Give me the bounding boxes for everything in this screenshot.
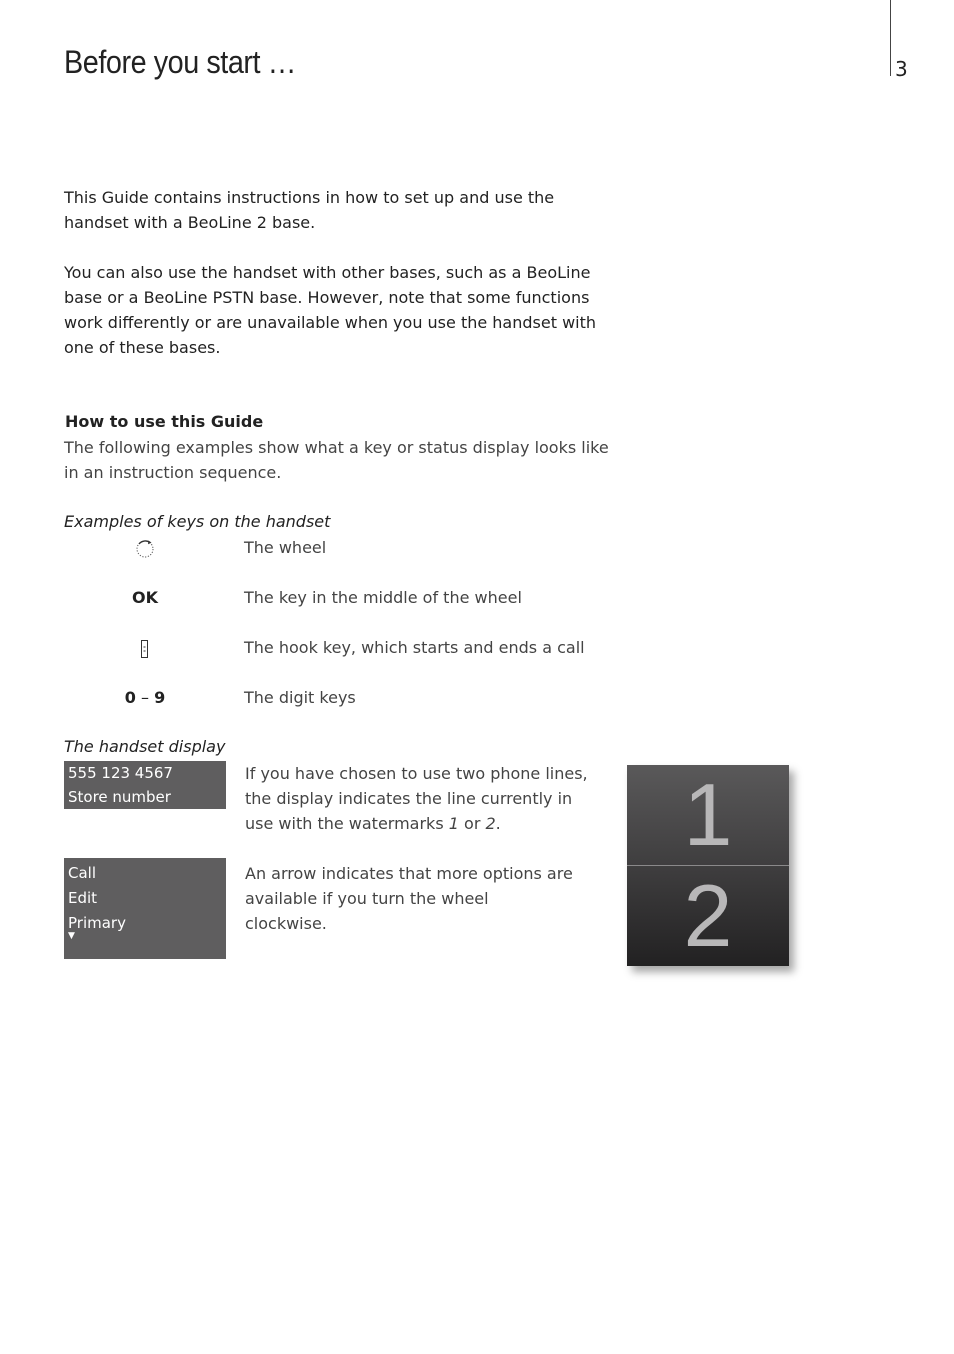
ok-key-label: OK [132, 588, 158, 607]
keys-heading: Examples of keys on the handset [64, 512, 331, 531]
watermark-1: 1 [627, 765, 789, 865]
key-description: The wheel [244, 538, 327, 557]
page-divider [890, 0, 891, 76]
key-row-wheel [64, 535, 624, 560]
digit-keys-label: 0 – 9 [124, 688, 166, 707]
watermark-panel [627, 765, 789, 966]
key-row-digits [64, 685, 624, 710]
lcd-line: 555 123 4567 [68, 764, 173, 782]
lcd-line: Call [68, 864, 97, 882]
key-row-ok [64, 585, 624, 610]
intro-paragraph-1: This Guide contains instructions in how to set up and use the handset with a BeoLine 2 base. [64, 188, 555, 232]
page-title: Before you start … [64, 44, 297, 80]
key-row-hook [64, 635, 624, 660]
display-heading: The handset display [64, 737, 226, 756]
key-description: The hook key, which starts and ends a call [244, 638, 585, 657]
key-description: The digit keys [244, 688, 356, 707]
intro-paragraph-2: You can also use the handset with other bases, such as a BeoLine base or a BeoLine PSTN base. However, note that some functions work differently or are unavailable when you use the handset with one of these bases. [64, 263, 597, 357]
hook-key-icon [64, 635, 226, 660]
lcd-display-1 [64, 761, 226, 809]
lcd-description-1: If you have chosen to use two phone lines, the display indicates the line currently in use with the watermarks 1 or 2. [245, 764, 588, 833]
watermark-2: 2 [627, 866, 789, 966]
chevron-down-icon: ▼ [68, 931, 75, 941]
guide-text: The following examples show what a key or status display looks like in an instruction sequence. [64, 438, 609, 482]
page-number: 3 [895, 57, 908, 81]
wheel-icon [64, 535, 226, 560]
guide-heading: How to use this Guide [65, 412, 264, 431]
key-description: The key in the middle of the wheel [244, 588, 522, 607]
lcd-line: Store number [68, 788, 171, 806]
lcd-display-2 [64, 858, 226, 959]
lcd-line: Edit [68, 889, 98, 907]
lcd-line: Primary [68, 914, 126, 932]
lcd-description-2: An arrow indicates that more options are available if you turn the wheel clockwise. [245, 864, 573, 933]
